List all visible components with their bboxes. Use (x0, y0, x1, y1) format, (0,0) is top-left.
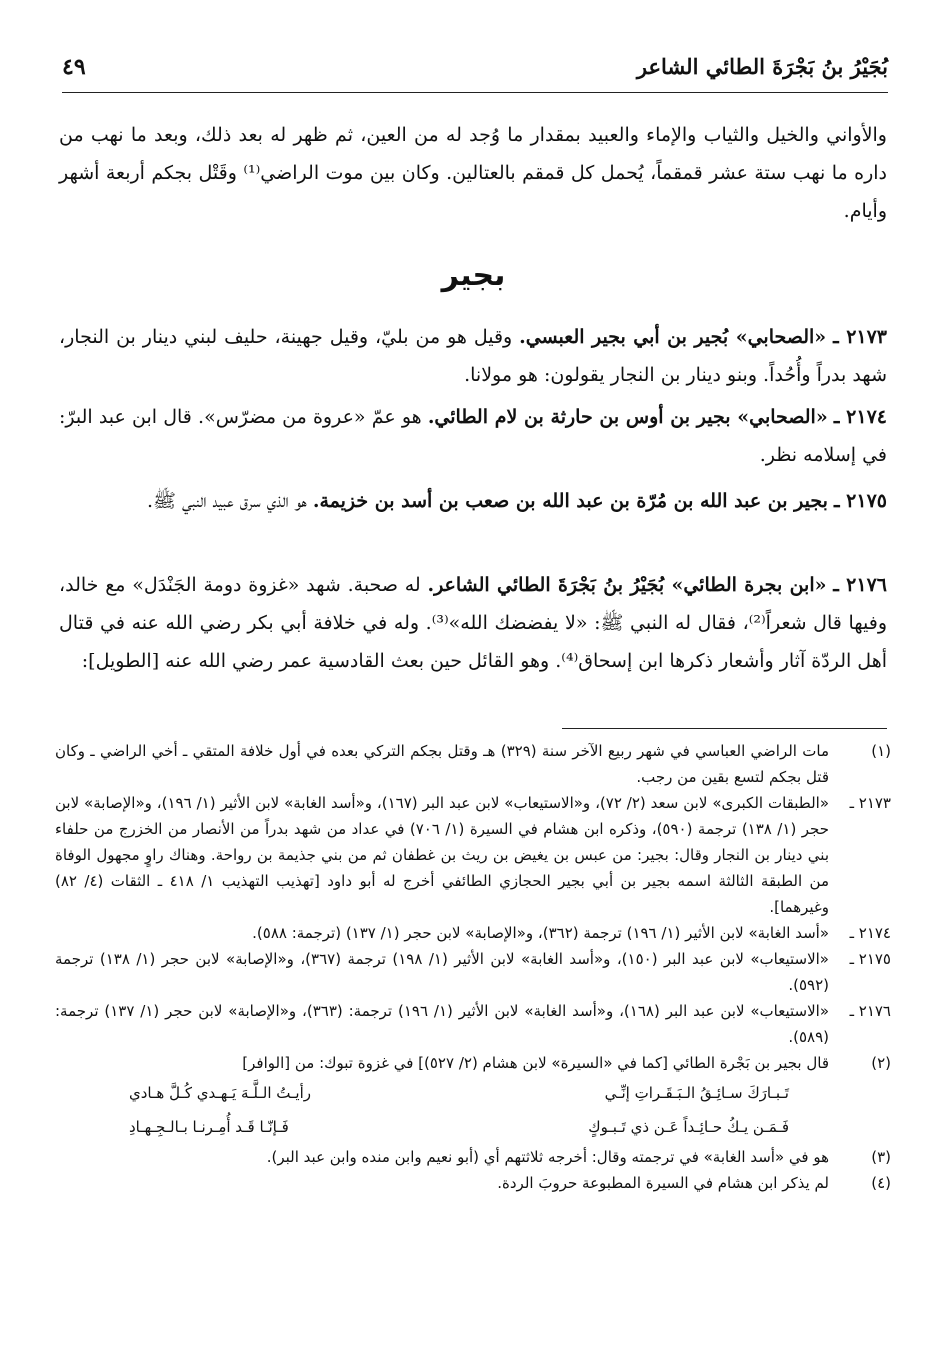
entry-number: ٢١٧٣ ـ (833, 326, 888, 348)
footnote (55, 1050, 891, 1076)
entry-number: ٢١٧٥ ـ (833, 490, 887, 512)
footnote-text: هو في «أسد الغابة» في ترجمته وقال: أخرجه ثلاثتهم أي (أبو نعيم وابن منده وابن عبد البر). (266, 1148, 829, 1166)
page-number: ٤٩ (62, 54, 86, 80)
footnote-text: قال بجير بن بَجْرة الطائي [كما في «السيرة» لابن هشام (٢/ ٥٢٧)] في غزوة تبوك: من [الوافر] (242, 1054, 829, 1072)
footnote (55, 920, 891, 946)
footnote-label: (٤) (871, 1174, 891, 1192)
entry-body: له صحبة. شهد «غزوة دومة الجَنْدَل» مع خالد، وفيها قال شعراً⁽²⁾، فقال له النبي ﷺ: «لا يفضضك الله»⁽³⁾. وله في خلافة أبي بكر رضي الله عنه في قتال أهل الردّة آثار وأشعار ذكرها ابن إسحاق⁽⁴⁾. وهو القائل حين بعث القادسية عمر رضي الله عنه [الطويل]: (59, 574, 888, 672)
footnote-poem (55, 1076, 829, 1144)
entry-heading: بجير بن عبد الله بن مُرّة بن عبد الله بن صعب بن أسد بن خزيمة. (312, 490, 828, 512)
entry-2173 (59, 318, 887, 394)
entry-2174 (59, 398, 887, 474)
footnote-label: ٢١٧٣ ـ (849, 794, 891, 812)
footnote-divider (562, 728, 887, 729)
footnote-text: لم يذكر ابن هشام في السيرة المطبوعة حروبَ الردة. (497, 1174, 829, 1192)
poem-verse (129, 1076, 789, 1110)
section-heading: بجير (441, 258, 506, 293)
footnote (55, 998, 891, 1050)
entry-number: ٢١٧٦ ـ (833, 574, 887, 596)
footnote (55, 738, 891, 790)
footnote-text: مات الراضي العباسي في شهر ربيع الآخر سنة (٣٢٩) هـ وقتل بجكم التركي بعده في أول خلافة المتقي ـ أخي الراضي ـ وكان قتل بجكم لتسع بقين من رجب. (55, 742, 829, 786)
footnote-text: «أسد الغابة» لابن الأثير (١/ ١٩٦) ترجمة (٣٦٢)، و«الإصابة» لابن حجر (١/ ١٣٧) (ترجمة: ٥٨٨). (252, 924, 829, 942)
footnote (55, 946, 891, 998)
verse-first-hemistich: فَـمَـن يـكُ حـائِـداً عَـن ذي تَـبـوكٍ (588, 1118, 789, 1136)
entry-heading: «ابن بجرة الطائي» بُجَيْرُ بنُ بَجْرَةَ الطائي الشاعر. (427, 574, 827, 596)
intro-paragraph: والأواني والخيل والثياب والإماء والعبيد بمقدار ما وُجد له من العين، ثم ظهر له بعد ذلك، وبعد ما نهب من داره ما نهب ستة عشر قمقماً، يُحمل كل قمقم بالعتالين. وكان بين موت الراضي⁽¹⁾ وقَتْل بجكم أربعة أشهر وأيام. (59, 124, 887, 222)
footnote-text: «الاستيعاب» لابن عبد البر (١٦٨)، و«أسد الغابة» لابن الأثير (١/ ١٩٦) ترجمة: (٣٦٣)، و«الإصابة» لابن حجر (١/ ١٣٧) ترجمة: (٥٨٩). (55, 1002, 830, 1046)
footnotes (55, 738, 891, 1196)
footnote-label: ٢١٧٥ ـ (849, 950, 891, 968)
footnote-label: ٢١٧٦ ـ (849, 1002, 891, 1020)
entry-body: هو عمّ «عروة من مضرّس». قال ابن عبد البرّ: في إسلامه نظر. (59, 406, 887, 466)
footnote (55, 1144, 891, 1170)
entry-heading: «الصحابي» بُجير بن أبي بجير العبسي. (519, 326, 827, 348)
page-header (62, 48, 888, 93)
entry-number: ٢١٧٤ ـ (833, 406, 887, 428)
footnote-label: (٢) (871, 1054, 891, 1072)
entry-heading: «الصحابي» بجير بن أوس بن حارثة بن لام الطائي. (427, 406, 828, 428)
verse-first-hemistich: تَـبـارَكَ سـائِـقُ الـبَـقَـراتِ إنِّـي (604, 1084, 789, 1102)
footnote-label: ٢١٧٤ ـ (849, 924, 891, 942)
footnote-label: (١) (871, 742, 891, 760)
entry-body: وقيل هو من بليّ، وقيل جهينة، حليف لبني دينار بن النجار، شهد بدراً وأُحُداً. وبنو دينار بن النجار يقولون: هو مولانا. (59, 326, 887, 386)
verse-second-hemistich: رأيـتُ الـلَّـهَ يَـهـدي كُـلَّ هـادي (129, 1084, 311, 1102)
footnote-label: (٣) (871, 1148, 891, 1166)
entry-2175 (59, 482, 887, 520)
entry-2176 (59, 566, 887, 680)
running-title: بُجَيْرُ بنُ بَجْرَةَ الطائي الشاعر (636, 54, 888, 79)
footnote-text: «الاستيعاب» لابن عبد البر (١٥٠)، و«أسد الغابة» لابن الأثير (١/ ١٩٨) ترجمة (٣٦٧)، و«الإصابة» لابن حجر (١/ ١٣٨) ترجمة (٥٩٢). (55, 950, 829, 994)
footnote (55, 790, 891, 920)
footnote (55, 1170, 891, 1196)
poem-verse (129, 1110, 789, 1144)
footnote-text: «الطبقات الكبرى» لابن سعد (٢/ ٧٢)، و«الاستيعاب» لابن عبد البر (١٦٧)، و«أسد الغابة» لابن الأثير (١/ ١٩٦)، و«الإصابة» لابن حجر (١/ ١٣٨) ترجمة (٥٩٠)، وذكره ابن هشام في السيرة (١/ ٧٠٦) في عداد من شهد بدراً من الأنصار من الخزرج من حلفاء بني دينار بن النجار وقال: بجير: من عبس بن يغيض بن ريث بن غطفان ثم من بني جذيمة بن رواحة. وهناك راوٍ مجهول الوفاة من الطبقة الثالثة اسمه بجير بن أبي بجير الحجازي الطائفي أخرج له أبو داود [تهذيب التهذيب ١/ ٤١٨ ـ الثقات (٤/ ٨٢) وغيرهما]. (55, 794, 829, 916)
verse-second-hemistich: فَـإنّـا قَـد أُمِـرنـا بـالـجِـهـادِ (129, 1118, 289, 1136)
entry-body: هو الذي سرق عبيد النبي ﷺ. (146, 490, 313, 512)
